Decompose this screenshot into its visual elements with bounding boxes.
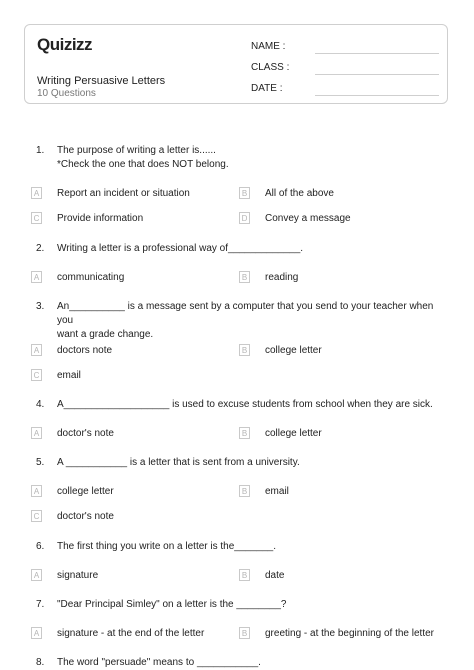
date-label: DATE : <box>251 83 283 94</box>
option-letter-box[interactable]: C <box>31 510 42 522</box>
option-text: signature <box>57 570 99 581</box>
name-line[interactable] <box>315 53 439 54</box>
option-text: college letter <box>265 345 322 356</box>
option-letter-box[interactable]: C <box>31 212 42 224</box>
option-text: All of the above <box>265 188 334 199</box>
option-text: Convey a message <box>265 213 351 224</box>
option-text: doctor's note <box>57 511 114 522</box>
option-letter-box[interactable]: B <box>239 187 250 199</box>
question-text-line: A___________________ is used to excuse students from school when they are sick. <box>57 399 433 410</box>
option-text: doctors note <box>57 345 113 356</box>
question-text-line: want a grade change. <box>57 329 154 340</box>
question-text-line: The first thing you write on a letter is the_______. <box>57 541 277 552</box>
question-count: 10 Questions <box>37 88 96 99</box>
option-letter-box[interactable]: B <box>239 271 250 283</box>
option-letter-box[interactable]: A <box>31 427 42 439</box>
option-text: reading <box>265 272 299 283</box>
option-text: email <box>57 370 81 381</box>
option-text: date <box>265 570 285 581</box>
option-letter-box[interactable]: A <box>31 627 42 639</box>
option-letter-box[interactable]: B <box>239 344 250 356</box>
option-text: college letter <box>265 428 322 439</box>
question-text <box>57 540 447 554</box>
option-text: doctor's note <box>57 428 114 439</box>
option-text: Report an incident or situation <box>57 188 190 199</box>
option-text: email <box>265 486 289 497</box>
question-text-line: An__________ is a message sent by a computer that you send to your teacher when you <box>57 301 434 326</box>
question-text-line: "Dear Principal Simley" on a letter is the ________? <box>57 599 287 610</box>
worksheet-title: Writing Persuasive Letters <box>37 75 166 87</box>
question-text-line: The word "persuade" means to ___________. <box>57 657 261 668</box>
question-number: 8. <box>36 657 45 668</box>
question-text <box>57 656 447 670</box>
option-letter-box[interactable]: C <box>31 369 42 381</box>
question-text <box>57 242 447 256</box>
option-letter-box[interactable]: B <box>239 427 250 439</box>
name-label: NAME : <box>251 41 286 52</box>
option-letter-box[interactable]: A <box>31 485 42 497</box>
option-text: Provide information <box>57 213 144 224</box>
question-text-line: *Check the one that does NOT belong. <box>57 159 229 170</box>
option-letter-box[interactable]: A <box>31 271 42 283</box>
question-number: 2. <box>36 243 45 254</box>
option-letter-box[interactable]: D <box>239 212 250 224</box>
option-letter-box[interactable]: A <box>31 187 42 199</box>
question-text <box>57 456 447 470</box>
class-label: CLASS : <box>251 62 290 73</box>
option-text: greeting - at the beginning of the letter <box>265 628 435 639</box>
question-text-line: A ___________ is a letter that is sent from a university. <box>57 457 300 468</box>
option-letter-box[interactable]: A <box>31 344 42 356</box>
worksheet-header <box>24 24 448 104</box>
question-number: 6. <box>36 541 45 552</box>
question-text <box>57 598 447 612</box>
question-text-line: The purpose of writing a letter is...... <box>57 145 216 156</box>
option-text: communicating <box>57 272 125 283</box>
question-text <box>57 398 447 412</box>
question-number: 1. <box>36 145 45 156</box>
class-line[interactable] <box>315 74 439 75</box>
question-number: 5. <box>36 457 45 468</box>
question-text <box>57 300 447 342</box>
option-letter-box[interactable]: A <box>31 569 42 581</box>
question-number: 7. <box>36 599 45 610</box>
question-number: 3. <box>36 301 45 312</box>
option-text: college letter <box>57 486 114 497</box>
question-number: 4. <box>36 399 45 410</box>
question-text <box>57 144 447 172</box>
option-letter-box[interactable]: B <box>239 485 250 497</box>
option-text: signature - at the end of the letter <box>57 628 205 639</box>
date-line[interactable] <box>315 95 439 96</box>
option-letter-box[interactable]: B <box>239 627 250 639</box>
question-text-line: Writing a letter is a professional way of_____________. <box>57 243 304 254</box>
option-letter-box[interactable]: B <box>239 569 250 581</box>
quizizz-logo: Quizizz <box>37 35 93 54</box>
